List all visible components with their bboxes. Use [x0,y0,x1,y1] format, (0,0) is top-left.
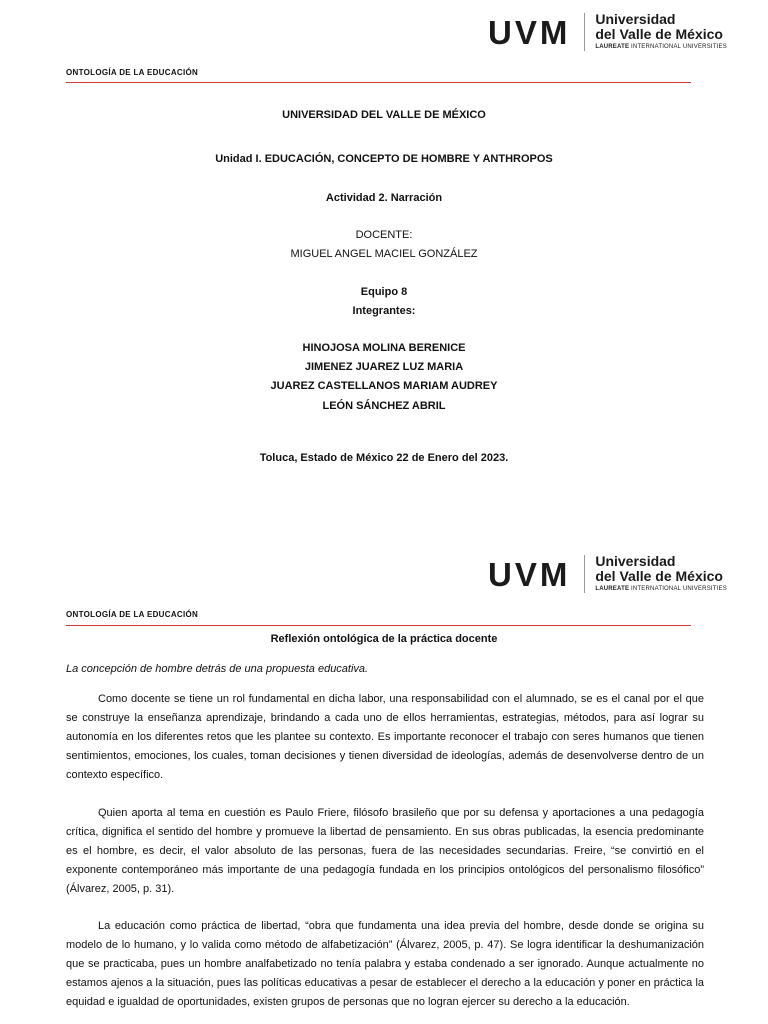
member-name: HINOJOSA MOLINA BERENICE [302,342,466,354]
members-label: Integrantes: [352,305,416,317]
paragraph-text: La educación como práctica de libertad, “obra que fundamenta una idea previa del hombre, desde donde se origina su modelo de lo humano, y lo valida como método de alfabetización” (Álvarez, 2005, p. 47). Se logra identificar la deshumanización que se practicaba, pues un hombre analfabetizado no tenía palabra y estaba condenado a ser ignorado. Aunque actualmente no estamos ajenos a la situación, pues las políticas educativas a pesar de establecer el derecho a la educación y poner en práctica la equidad e igualdad de oportunidades, existen grupos de personas que no logran ejercer su derecho a la educación. [66,920,704,1008]
activity-title: Actividad 2. Narración [325,192,443,204]
unit-title: Unidad I. EDUCACIÓN, CONCEPTO DE HOMBRE Y ANTHROPOS [215,153,553,165]
page-header: ONTOLOGÍA DE LA EDUCACIÓN [66,68,199,77]
logo-line-2: del Valle de México [595,568,723,584]
paragraph [66,690,704,785]
section-subtitle: La concepción de hombre detrás de una propuesta educativa. [66,663,369,675]
paragraph [66,917,704,1012]
logo-line-3: LAUREATE INTERNATIONAL UNIVERSITIES [595,586,727,592]
paragraph-text: Como docente se tiene un rol fundamental en dicha labor, una responsabilidad con el alumnado, se es el canal por el que se construye la enseñanza aprendizaje, brindando a cada uno de ellos herramientas, estrategias, métodos, para así lograr su autonomía en los diferentes retos que les plantee su contexto. Es importante reconocer el trabajo con seres humanos que tienen sentimientos, emociones, los cuales, toman decisiones y tienen diversidad de ideologías, además de desenvolverse dentro de un contexto específico. [66,693,704,781]
logo-divider [584,555,585,593]
document-title: Reflexión ontológica de la práctica docente [270,633,498,645]
uvm-logo [488,12,727,52]
teacher-name: MIGUEL ANGEL MACIEL GONZÁLEZ [290,248,478,260]
logo-divider [584,13,585,51]
place-date: Toluca, Estado de México 22 de Enero del 2023. [259,452,509,464]
header-rule [66,82,691,83]
header-rule [66,625,691,626]
team-label: Equipo 8 [360,286,408,298]
member-name: LEÓN SÁNCHEZ ABRIL [322,400,446,412]
teacher-label: DOCENTE: [355,229,413,241]
logo-line-3: LAUREATE INTERNATIONAL UNIVERSITIES [595,44,727,50]
paragraph [66,804,704,899]
member-name: JIMENEZ JUAREZ LUZ MARIA [304,361,464,373]
logo-line-2: del Valle de México [595,26,723,42]
uvm-logo [488,554,727,594]
member-name: JUAREZ CASTELLANOS MARIAM AUDREY [270,380,498,392]
paragraph-text: Quien aporta al tema en cuestión es Paulo Friere, filósofo brasileño que por su defensa y aportaciones a una pedagogía crítica, dignifica el sentido del hombre y promueve la libertad de pensamiento. En sus obras publicadas, la esencia predominante es el hombre, es decir, el valor absoluto de las personas, fuera de las necesidades secundarias. Freire, “se convirtió en el exponente contemporáneo más importante de una pedagogía fundada en los principios ontológicos del personalismo filosófico” (Álvarez, 2005, p. 31). [66,807,704,895]
uvm-logo-mark: UVM [488,555,571,593]
page-header: ONTOLOGÍA DE LA EDUCACIÓN [66,610,199,619]
logo-line-1: Universidad [595,11,676,27]
logo-line-1: Universidad [595,553,676,569]
uvm-logo-mark: UVM [488,13,571,51]
university-name: UNIVERSIDAD DEL VALLE DE MÉXICO [282,109,486,121]
